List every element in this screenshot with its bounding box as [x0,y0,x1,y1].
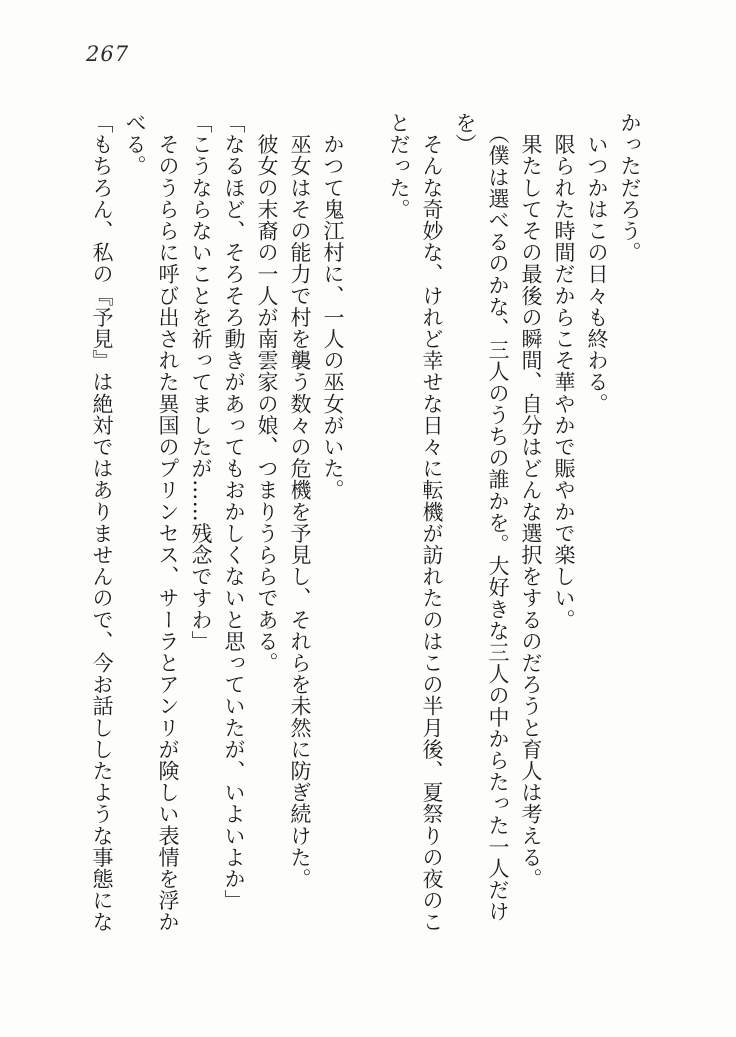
text-column-3: 限られた時間だからこそ華やかで賑やかで楽しい。 [552,112,576,631]
text-column-14: 「こうならないことを祈ってましたが……残念ですわ」 [189,112,213,652]
text-column-11: 巫女はその能力で村を襲う数々の危機を予見し、それらを未然に防ぎ続けた。 [288,112,312,890]
text-column-12: 彼女の末裔の一人が南雲家の娘、つまりうららである。 [255,112,279,674]
vertical-text-block [85,112,646,956]
text-column-16: べる。 [123,112,147,177]
text-column-10: かつて鬼江村に、一人の巫女がいた。 [321,112,345,501]
text-column-2: いつかはこの日々も終わる。 [585,112,609,415]
text-column-4: 果たしてその最後の瞬間、自分はどんな選択をするのだろうと育人は考える。 [519,112,543,890]
page-number: 267 [86,42,130,66]
text-column-9-blank [349,112,382,956]
text-column-5: （僕は選べるのかな、三人のうちの誰かを。大好きな三人の中からたった一人だけ [486,112,510,923]
text-column-13: 「なるほど、そろそろ動きがあってもおかしくないと思っていたが、いよいよか」 [222,112,246,912]
text-column-7: そんな奇妙な、けれど幸せな日々に転機が訪れたのはこの半月後、夏祭りの夜のこ [420,112,444,933]
text-column-17: 「もちろん、私の『予見』は絶対ではありませんので、今お話ししたような事態にな [90,112,114,933]
text-column-1: かっただろう。 [618,112,642,264]
text-column-8: とだった。 [387,112,411,220]
text-column-6: を） [453,112,477,156]
text-column-15: そのうららに呼び出された異国のプリンセス、サーラとアンリが険しい表情を浮か [156,112,180,933]
